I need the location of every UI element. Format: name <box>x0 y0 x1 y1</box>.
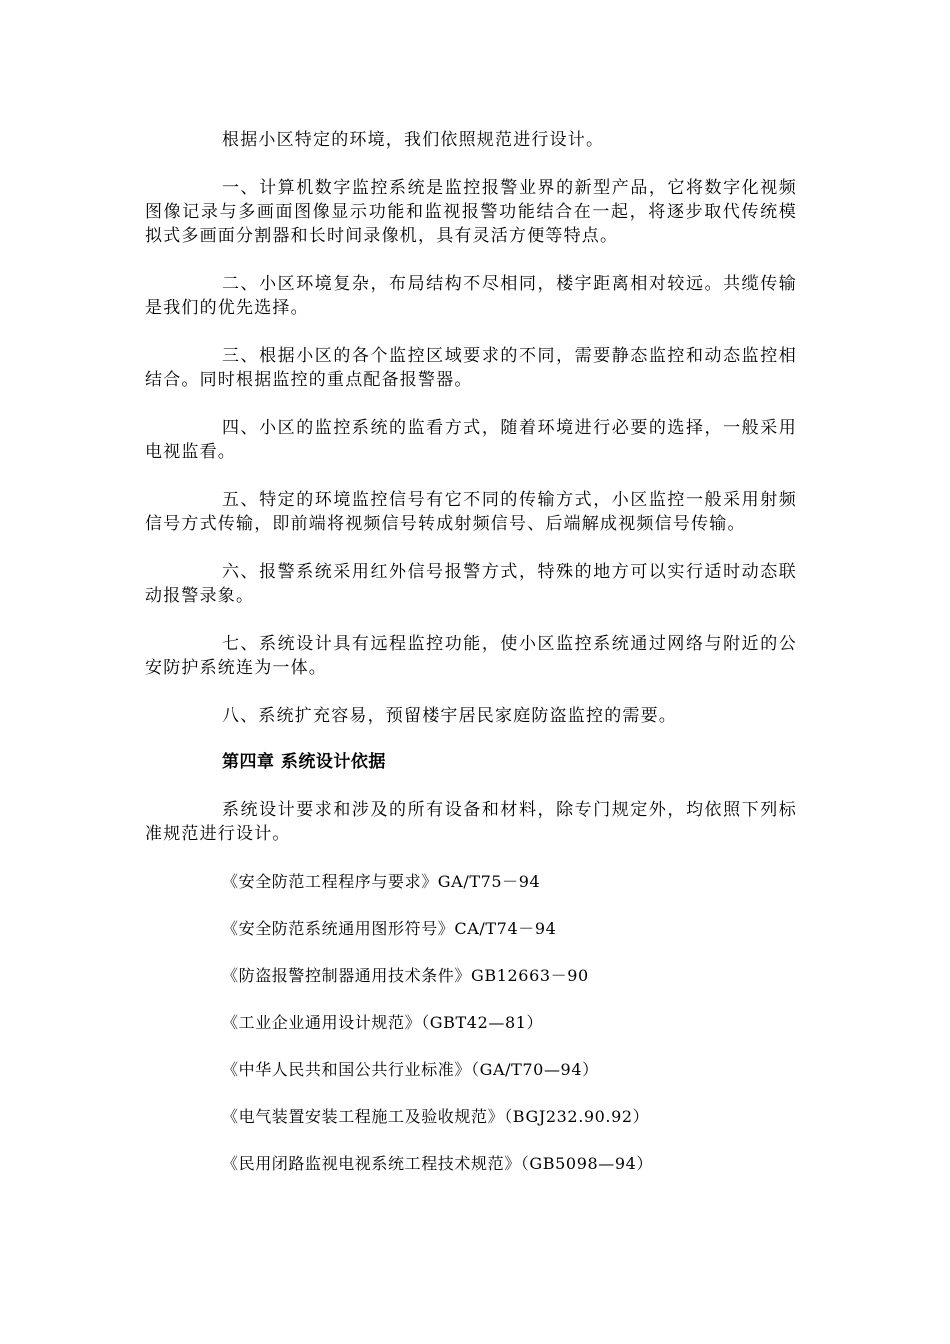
standard-item: 《电气装置安装工程施工及验收规范》（BGJ232.90.92） <box>222 1107 650 1126</box>
paragraph-point-6: 六、报警系统采用红外信号报警方式，特殊的地方可以实行适时动态联动报警录象。 <box>145 562 797 606</box>
standard-item: 《安全防范系统通用图形符号》CA/T74－94 <box>222 919 557 938</box>
standard-item: 《安全防范工程程序与要求》GA/T75－94 <box>222 872 541 891</box>
paragraph-intro: 根据小区特定的环境，我们依照规范进行设计。 <box>222 130 605 150</box>
standard-item: 《防盗报警控制器通用技术条件》GB12663－90 <box>222 966 589 985</box>
paragraph-point-7: 七、系统设计具有远程监控功能，使小区监控系统通过网络与附近的公安防护系统连为一体。 <box>145 634 797 678</box>
paragraph-point-1: 一、计算机数字监控系统是监控报警业界的新型产品，它将数字化视频图像记录与多画面图像显示功能和监视报警功能结合在一起，将逐步取代传统模拟式多画面分割器和长时间录像机，具有灵活方便等特点。 <box>145 178 797 246</box>
paragraph-point-2: 二、小区环境复杂，布局结构不尽相同，楼宇距离相对较远。共缆传输是我们的优先选择。 <box>145 274 797 318</box>
chapter-intro: 系统设计要求和涉及的所有设备和材料，除专门规定外，均依照下列标准规范进行设计。 <box>145 800 797 844</box>
paragraph-point-5: 五、特定的环境监控信号有它不同的传输方式，小区监控一般采用射频信号方式传输，即前端将视频信号转成射频信号、后端解成视频信号传输。 <box>145 490 797 534</box>
paragraph-point-8: 八、系统扩充容易，预留楼宇居民家庭防盗监控的需要。 <box>222 706 677 726</box>
standard-item: 《中华人民共和国公共行业标准》（GA/T70—94） <box>222 1060 599 1079</box>
paragraph-point-3: 三、根据小区的各个监控区域要求的不同，需要静态监控和动态监控相结合。同时根据监控的重点配备报警器。 <box>145 346 797 390</box>
standard-item: 《工业企业通用设计规范》（GBT42—81） <box>222 1013 544 1032</box>
paragraph-point-4: 四、小区的监控系统的监看方式，随着环境进行必要的选择，一般采用电视监看。 <box>145 418 797 462</box>
chapter-heading: 第四章 系统设计依据 <box>222 752 386 772</box>
standard-item: 《民用闭路监视电视系统工程技术规范》（GB5098—94） <box>222 1154 654 1173</box>
